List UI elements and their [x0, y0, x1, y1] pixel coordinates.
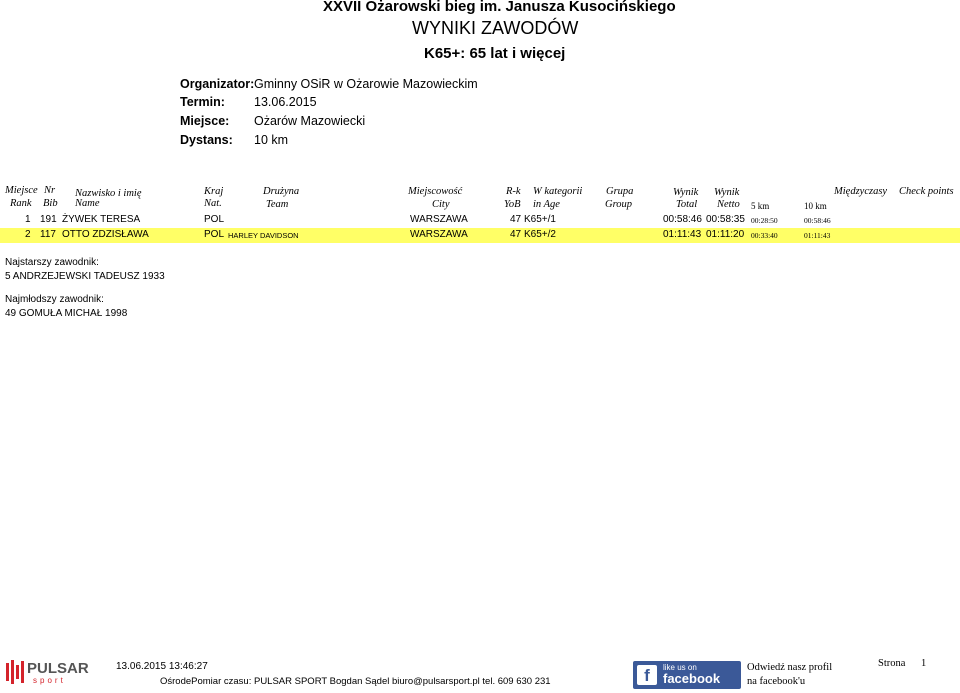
- youngest-value: 49 GOMUŁA MICHAŁ 1998: [5, 308, 128, 319]
- cell-netto: 01:11:20: [706, 229, 745, 240]
- facebook-like-badge[interactable]: [633, 661, 741, 689]
- youngest-label: Najmłodszy zawodnik:: [5, 294, 104, 305]
- col-netto-pl: Wynik: [714, 187, 740, 198]
- cell-city: WARSZAWA: [410, 214, 468, 225]
- col-team-en: Team: [266, 199, 289, 210]
- col-place-en: Rank: [10, 198, 32, 209]
- col-netto-en: Netto: [717, 199, 740, 210]
- date-value: 13.06.2015: [254, 95, 317, 109]
- table-row: [0, 213, 960, 228]
- pulsar-logo: [5, 660, 89, 688]
- cell-name: ŻYWEK TERESA: [62, 214, 141, 225]
- cell-name: OTTO ZDZISŁAWA: [62, 229, 149, 240]
- cell-place: 2: [25, 229, 31, 240]
- page-number: 1: [921, 658, 927, 669]
- print-timestamp: 13.06.2015 13:46:27: [116, 661, 208, 672]
- facebook-icon: f: [637, 665, 657, 685]
- cell-yob: 47: [510, 229, 522, 240]
- col-total-pl: Wynik: [673, 187, 699, 198]
- col-name-pl: Nazwisko i imię: [75, 188, 142, 199]
- cell-nat: POL: [204, 229, 225, 240]
- distance-label: Dystans:: [180, 133, 233, 147]
- place-label: Miejsce:: [180, 114, 230, 128]
- cell-bib: 117: [40, 229, 56, 240]
- facebook-visit-line-2[interactable]: na facebook'u: [747, 676, 806, 687]
- col-bib-en: Bib: [43, 198, 58, 209]
- cell-split-10km: 00:58:46: [804, 216, 831, 225]
- col-bib-pl: Nr: [44, 185, 56, 196]
- distance-value: 10 km: [254, 133, 289, 147]
- facebook-name-text: facebook: [663, 671, 721, 686]
- col-city-en: City: [432, 199, 450, 210]
- col-yob-en: YoB: [504, 199, 521, 210]
- col-yob-pl: R-k: [506, 186, 521, 197]
- col-name-en: Name: [75, 198, 100, 209]
- logo-text: PULSAR: [27, 660, 89, 677]
- col-group-en: Group: [605, 199, 633, 210]
- cell-split-5km: 00:28:50: [751, 216, 778, 225]
- col-split-5km: 5 km: [751, 201, 770, 211]
- cell-team: HARLEY DAVIDSON: [228, 231, 299, 240]
- cell-total: 00:58:46: [663, 214, 702, 225]
- col-team-pl: Drużyna: [263, 186, 300, 197]
- col-splits-label: Międzyczasy: [834, 186, 888, 197]
- category-title: K65+: 65 lat i więcej: [424, 45, 566, 62]
- col-split-10km: 10 km: [804, 201, 827, 211]
- results-title: WYNIKI ZAWODÓW: [412, 18, 579, 38]
- cell-split-10km: 01:11:43: [804, 231, 831, 240]
- oldest-label: Najstarszy zawodnik:: [5, 257, 99, 268]
- col-group-pl: Grupa: [606, 186, 634, 197]
- organizer-value: Gminny OSiR w Ożarowie Mazowieckim: [254, 77, 478, 91]
- facebook-visit-line-1[interactable]: Odwiedź nasz profil: [747, 662, 833, 673]
- col-nat-en: Nat.: [204, 198, 222, 209]
- timing-credits: OśrodePomiar czasu: PULSAR SPORT Bogdan Sądel biuro@pulsarsport.pl tel. 609 630 231: [160, 676, 551, 687]
- col-city-pl: Miejscowość: [408, 186, 463, 197]
- cell-category: K65+/1: [524, 214, 556, 225]
- event-title: XXVII Ożarowski bieg im. Janusza Kusocińskiego: [323, 0, 676, 15]
- col-place-pl: Miejsce: [5, 185, 38, 196]
- page-label: Strona: [878, 658, 906, 669]
- col-cat-en: in Age: [533, 199, 560, 210]
- cell-city: WARSZAWA: [410, 229, 468, 240]
- col-nat-pl: Kraj: [204, 186, 224, 197]
- cell-category: K65+/2: [524, 229, 556, 240]
- oldest-value: 5 ANDRZEJEWSKI TADEUSZ 1933: [5, 271, 165, 282]
- logo-subtext: sport: [33, 676, 66, 685]
- cell-yob: 47: [510, 214, 522, 225]
- place-value: Ożarów Mazowiecki: [254, 114, 366, 128]
- cell-total: 01:11:43: [663, 229, 702, 240]
- cell-bib: 191: [40, 214, 57, 225]
- col-cat-pl: W kategorii: [533, 186, 583, 197]
- facebook-like-text: like us on: [663, 663, 697, 672]
- cell-nat: POL: [204, 214, 225, 225]
- col-total-en: Total: [676, 199, 698, 210]
- cell-netto: 00:58:35: [706, 214, 745, 225]
- table-row: [0, 228, 960, 243]
- col-checkpoints-label: Check points: [899, 186, 954, 197]
- cell-place: 1: [25, 214, 31, 225]
- date-label: Termin:: [180, 95, 225, 109]
- organizer-label: Organizator:: [180, 77, 255, 91]
- cell-split-5km: 00:33:40: [751, 231, 778, 240]
